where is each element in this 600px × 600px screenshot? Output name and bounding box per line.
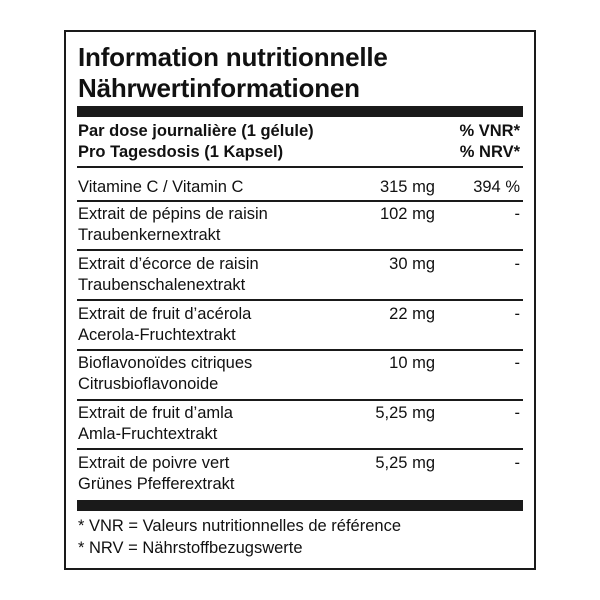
panel-title — [78, 42, 388, 104]
nutrient-name — [78, 453, 235, 495]
reference-value-header — [459, 121, 520, 163]
nutrient-name: Vitamine C / Vitamin C — [78, 178, 244, 196]
nutrient-name-french: Extrait d’écorce de raisin — [78, 255, 259, 273]
nutrient-name-german: Traubenkernextrakt — [78, 226, 221, 244]
serving-size-header — [78, 121, 314, 163]
footnote-german: * NRV = Nährstoffbezugswerte — [78, 539, 303, 557]
nutrient-amount: 10 mg — [389, 354, 435, 372]
nutrient-amount: 5,25 mg — [375, 454, 435, 472]
row-divider — [77, 349, 523, 351]
title-divider-bar — [77, 106, 523, 117]
table-bottom-bar — [77, 500, 523, 511]
nutrient-reference-percent: - — [514, 205, 520, 223]
nutrient-name — [78, 403, 233, 445]
row-divider — [77, 249, 523, 251]
nutrient-name-french: Extrait de fruit d’amla — [78, 404, 233, 422]
nutrient-amount: 315 mg — [379, 178, 435, 196]
serving-size-german: Pro Tagesdosis (1 Kapsel) — [78, 143, 284, 161]
nutrient-reference-percent: - — [514, 305, 520, 323]
nutrient-name-french: Extrait de poivre vert — [78, 454, 230, 472]
nutrient-name-french: Extrait de fruit d’acérola — [78, 305, 252, 323]
nutrient-amount: 5,25 mg — [375, 404, 435, 422]
row-divider — [77, 399, 523, 401]
nutrient-name — [78, 254, 259, 296]
row-divider — [77, 200, 523, 202]
nutrient-name-german: Grünes Pfefferextrakt — [78, 475, 235, 493]
nutrient-reference-percent: - — [514, 255, 520, 273]
footnote-french: * VNR = Valeurs nutritionnelles de référence — [78, 517, 401, 535]
header-divider — [77, 166, 523, 168]
nutrient-name-french: Bioflavonoïdes citriques — [78, 354, 253, 372]
nutrient-name-german: Acerola-Fruchtextrakt — [78, 326, 236, 344]
nutrient-amount: 22 mg — [389, 305, 435, 323]
nutrient-reference-percent: - — [514, 404, 520, 422]
footnotes — [78, 515, 401, 559]
nutrient-name-german: Amla-Fruchtextrakt — [78, 425, 218, 443]
nutrient-name-german: Traubenschalenextrakt — [78, 276, 246, 294]
nutrient-reference-percent: - — [514, 454, 520, 472]
nutrient-amount: 30 mg — [389, 255, 435, 273]
nutrient-name-french: Extrait de pépins de raisin — [78, 205, 268, 223]
nutrient-name — [78, 353, 252, 395]
reference-value-german: % NRV* — [459, 143, 520, 161]
reference-value-french: % VNR* — [459, 122, 520, 140]
title-german: Nährwertinformationen — [78, 73, 360, 103]
title-french: Information nutritionnelle — [78, 42, 388, 72]
row-divider — [77, 299, 523, 301]
nutrient-name — [78, 204, 268, 246]
nutrient-reference-percent: 394 % — [473, 178, 520, 196]
nutrition-facts-panel — [64, 30, 536, 570]
nutrient-amount: 102 mg — [379, 205, 435, 223]
nutrient-name — [78, 304, 251, 346]
nutrient-reference-percent: - — [514, 354, 520, 372]
row-divider — [77, 448, 523, 450]
nutrient-name-german: Citrusbioflavonoide — [78, 375, 219, 393]
serving-size-french: Par dose journalière (1 gélule) — [78, 122, 314, 140]
